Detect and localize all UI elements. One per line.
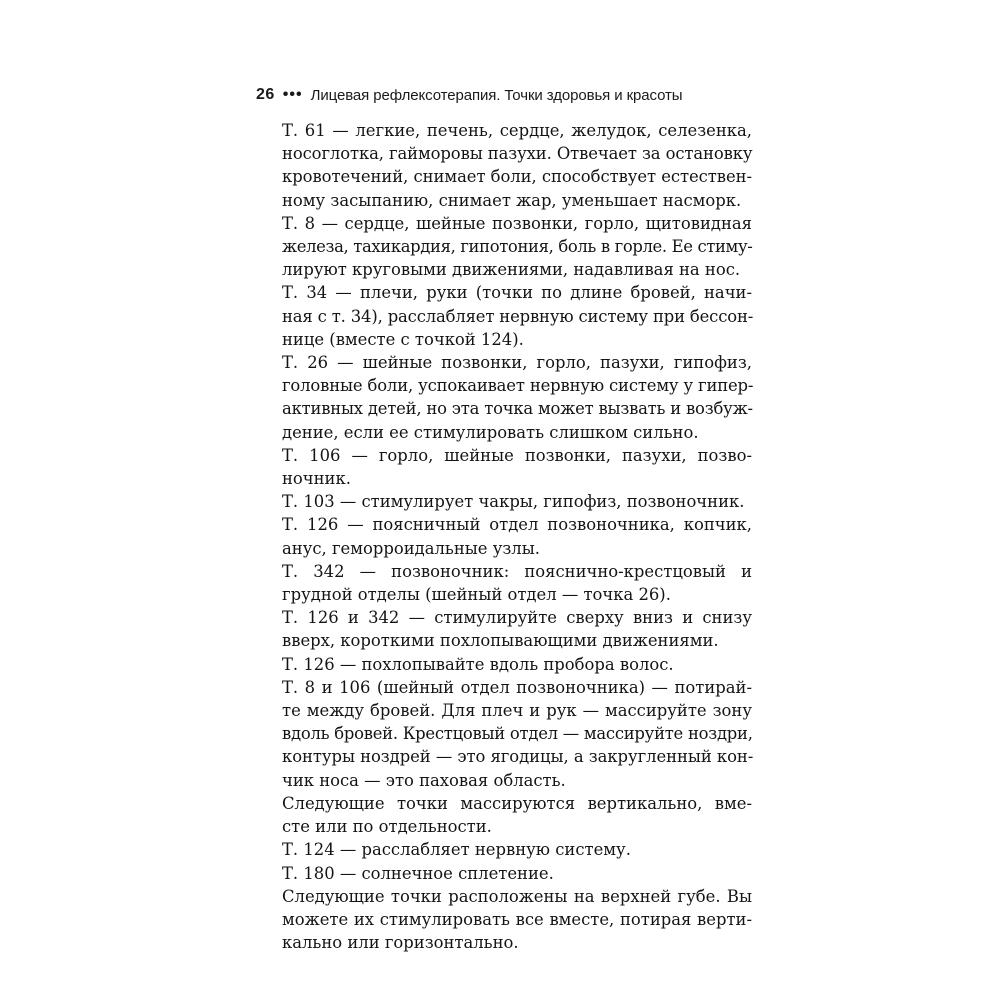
text-line: Т. 103 — стимулирует чакры, гипофиз, позвоночник.: [282, 492, 745, 512]
paragraph: [256, 351, 752, 444]
page-number: 26: [256, 86, 275, 103]
paragraph: [256, 513, 752, 559]
text-line: нице (вместе с точкой 124).: [282, 329, 524, 349]
text-line: грудной отделы (шейный отдел — точка 26).: [282, 585, 671, 605]
paragraph: [256, 653, 752, 676]
text-line: можете их стимулировать все вместе, потирая верти-: [282, 909, 752, 929]
text-line: носоглотка, гайморовы пазухи. Отвечает за остановку: [282, 144, 753, 164]
text-line: анус, геморроидальные узлы.: [282, 538, 540, 558]
text-line: сте или по отдельности.: [282, 817, 492, 837]
text-line: лируют круговыми движениями, надавливая на нос.: [282, 260, 741, 280]
text-line: Т. 126 — похлопывайте вдоль пробора волос.: [282, 654, 674, 674]
paragraph: [256, 281, 752, 351]
paragraph: [256, 560, 752, 606]
text-line: Т. 8 и 106 (шейный отдел позвоночника) — потирай-: [282, 677, 752, 697]
text-line: активных детей, но эта точка может вызвать и возбуж-: [282, 399, 753, 419]
text-line: Следующие точки расположены на верхней губе. Вы: [282, 886, 752, 906]
text-line: Следующие точки массируются вертикально, вме-: [282, 793, 752, 813]
text-line: Т. 126 и 342 — стимулируйте сверху вниз и снизу: [282, 608, 752, 628]
text-line: контуры ноздрей — это ягодицы, а закругленный кон-: [282, 747, 754, 767]
paragraph: [256, 119, 752, 212]
text-line: ному засыпанию, снимает жар, уменьшает насморк.: [282, 190, 742, 210]
text-line: дение, если ее стимулировать слишком сильно.: [282, 422, 699, 442]
text-line: головные боли, успокаивает нервную систему у гипер-: [282, 376, 754, 396]
paragraph: [256, 862, 752, 885]
text-line: чик носа — это паховая область.: [282, 770, 566, 790]
paragraph: [256, 490, 752, 513]
text-line: кально или горизонтально.: [282, 933, 519, 953]
text-line: вдоль бровей. Крестцовый отдел — массируйте ноздри,: [282, 724, 753, 744]
paragraph: [256, 792, 752, 838]
text-line: Т. 8 — сердце, шейные позвонки, горло, щитовидная: [282, 213, 752, 233]
paragraph: [256, 838, 752, 861]
text-line: Т. 126 — поясничный отдел позвоночника, копчик,: [282, 515, 752, 535]
text-line: кровотечений, снимает боли, способствует естествен-: [282, 167, 752, 187]
paragraph: [256, 606, 752, 652]
text-line: те между бровей. Для плеч и рук — массируйте зону: [282, 701, 752, 721]
paragraph: [256, 444, 752, 490]
running-head: [256, 82, 776, 108]
text-line: Т. 34 — плечи, руки (точки по длине бровей, начи-: [282, 283, 752, 303]
text-line: вверх, короткими похлопывающими движениями.: [282, 631, 719, 651]
text-line: Т. 106 — горло, шейные позвонки, пазухи, позво-: [282, 445, 752, 465]
text-line: Т. 124 — расслабляет нервную систему.: [282, 840, 631, 860]
text-line: Т. 61 — легкие, печень, сердце, желудок, селезенка,: [282, 121, 752, 140]
text-line: Т. 342 — позвоночник: пояснично-крестцовый и: [282, 561, 752, 581]
text-line: ная с т. 34), расслабляет нервную систему при бессон-: [282, 306, 754, 326]
text-line: ночник.: [282, 469, 351, 489]
text-line: Т. 26 — шейные позвонки, горло, пазухи, гипофиз,: [282, 353, 752, 373]
body-text: [256, 119, 752, 954]
text-line: железа, тахикардия, гипотония, боль в горле. Ее стиму-: [282, 237, 753, 257]
paragraph: [256, 676, 752, 792]
paragraph: [256, 885, 752, 955]
book-title: Лицевая рефлексотерапия. Точки здоровья и красоты: [310, 86, 683, 104]
paragraph: [256, 212, 752, 282]
text-line: Т. 180 — солнечное сплетение.: [282, 863, 554, 883]
header-bullets: •••: [282, 86, 303, 103]
